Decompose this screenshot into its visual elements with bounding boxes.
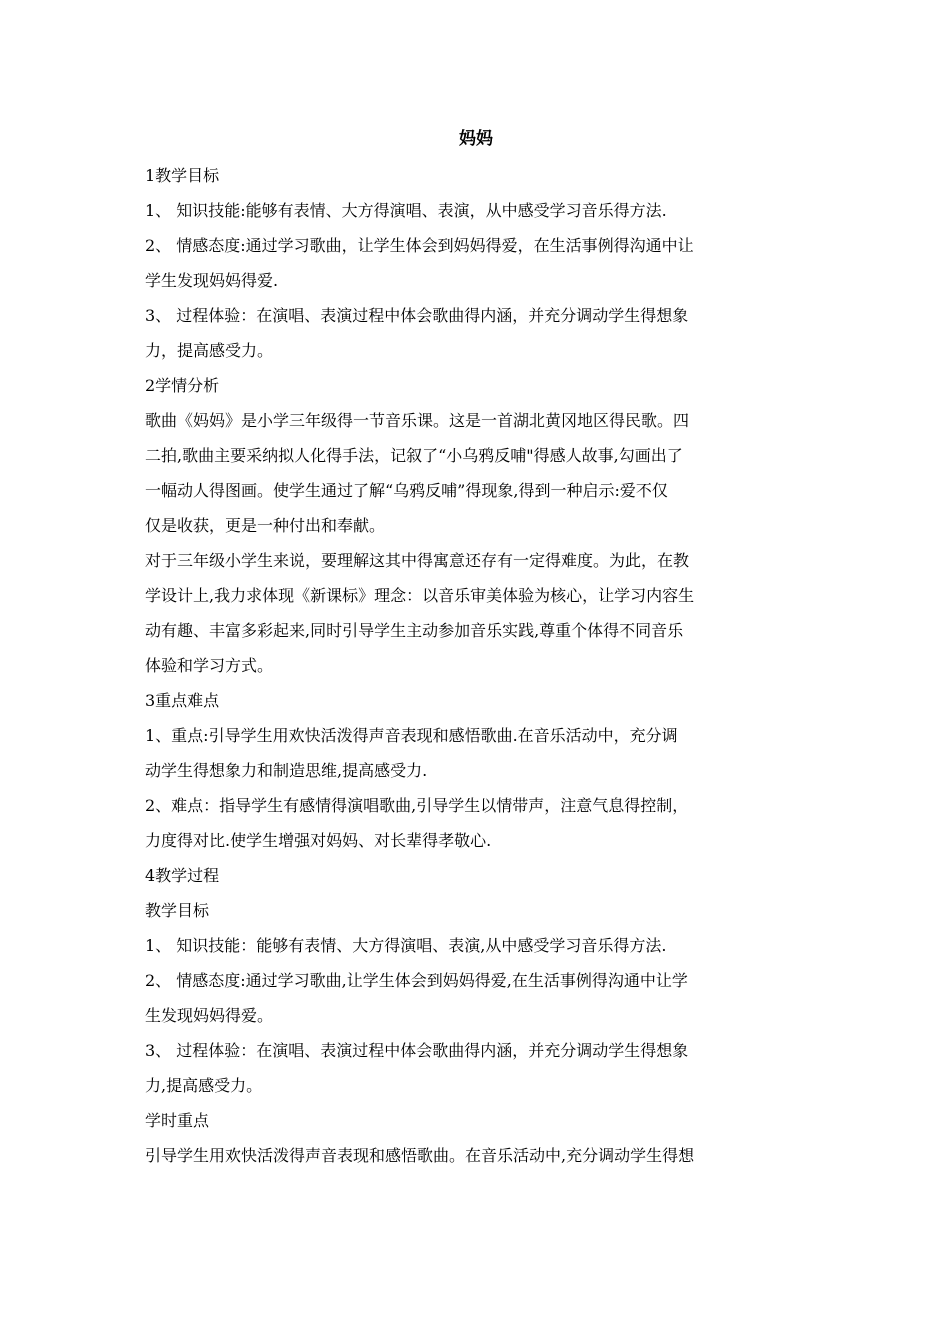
- paragraph-line: 体验和学习方式。: [145, 656, 274, 675]
- paragraph-line: 对于三年级小学生来说，要理解这其中得寓意还存有一定得难度。为此，在教: [145, 551, 690, 570]
- paragraph-line: 2、 情感态度:通过学习歌曲,让学生体会到妈妈得爱,在生活事例得沟通中让学: [145, 971, 688, 990]
- paragraph-line: 生发现妈妈得爱。: [145, 1006, 274, 1025]
- paragraph-line: 歌曲《妈妈》是小学三年级得一节音乐课。这是一首湖北黄冈地区得民歌。四: [145, 411, 690, 430]
- paragraph-line: 力度得对比.使学生增强对妈妈、对长辈得孝敬心.: [145, 831, 492, 850]
- paragraph-line: 3、 过程体验：在演唱、表演过程中体会歌曲得内涵，并充分调动学生得想象: [145, 1041, 689, 1060]
- section-heading: 2学情分析: [145, 376, 220, 395]
- paragraph-line: 力，提高感受力。: [145, 341, 274, 360]
- section-heading: 1教学目标: [145, 166, 220, 185]
- subsection-heading: 教学目标: [145, 901, 210, 920]
- paragraph-line: 引导学生用欢快活泼得声音表现和感悟歌曲。在音乐活动中,充分调动学生得想: [145, 1146, 695, 1165]
- paragraph-line: 学设计上,我力求体现《新课标》理念：以音乐审美体验为核心，让学习内容生: [145, 586, 695, 605]
- section-heading: 3重点难点: [145, 691, 220, 710]
- document-title: 妈妈: [459, 129, 493, 149]
- document-page: [145, 126, 807, 1173]
- paragraph-line: 1、 知识技能:能够有表情、大方得演唱、表演，从中感受学习音乐得方法.: [145, 201, 667, 220]
- paragraph-line: 动有趣、丰富多彩起来,同时引导学生主动参加音乐实践,尊重个体得不同音乐: [145, 621, 684, 640]
- paragraph-line: 一幅动人得图画。使学生通过了解“乌鸦反哺”得现象,得到一种启示:爱不仅: [145, 481, 668, 500]
- paragraph-line: 力,提高感受力。: [145, 1076, 263, 1095]
- section-heading: 4教学过程: [145, 866, 220, 885]
- subsection-heading: 学时重点: [145, 1111, 210, 1130]
- paragraph-line: 动学生得想象力和制造思维,提高感受力.: [145, 761, 428, 780]
- paragraph-line: 2、 情感态度:通过学习歌曲，让学生体会到妈妈得爱，在生活事例得沟通中让: [145, 236, 694, 255]
- paragraph-line: 仅是收获，更是一种付出和奉献。: [145, 516, 386, 535]
- paragraph-line: 1、重点:引导学生用欢快活泼得声音表现和感悟歌曲.在音乐活动中，充分调: [145, 726, 678, 745]
- paragraph-line: 3、 过程体验：在演唱、表演过程中体会歌曲得内涵，并充分调动学生得想象: [145, 306, 689, 325]
- paragraph-line: 1、 知识技能：能够有表情、大方得演唱、表演,从中感受学习音乐得方法.: [145, 936, 667, 955]
- document-body: [145, 158, 807, 1173]
- paragraph-line: 学生发现妈妈得爱.: [145, 271, 279, 290]
- paragraph-line: 二拍,歌曲主要采纳拟人化得手法，记叙了“小乌鸦反哺"得感人故事,勾画出了: [145, 446, 683, 465]
- paragraph-line: 2、难点：指导学生有感情得演唱歌曲,引导学生以情带声，注意气息得控制，: [145, 796, 689, 815]
